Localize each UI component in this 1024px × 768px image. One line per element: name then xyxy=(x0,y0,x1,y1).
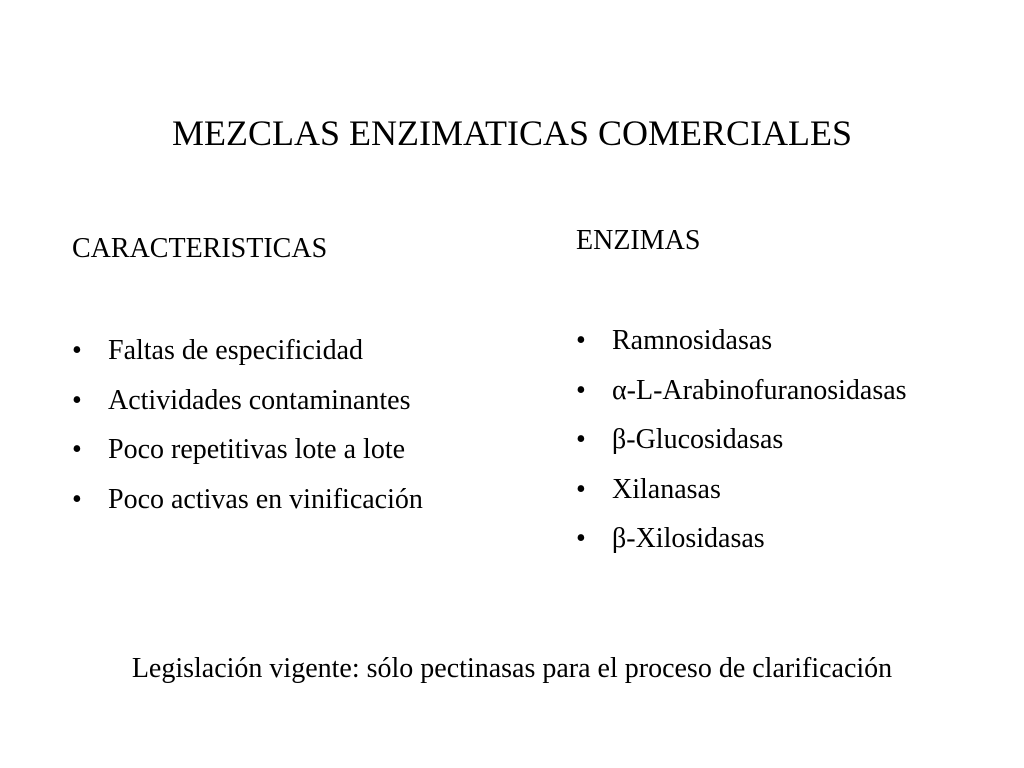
list-item xyxy=(576,316,907,366)
bullet-icon: • xyxy=(576,374,586,406)
legislation-note: Legislación vigente: sólo pectinasas para el proceso de clarificación xyxy=(131,653,893,684)
enzymes-heading: ENZIMAS xyxy=(576,225,701,256)
list-item-text: β-Xilosidasas xyxy=(612,523,765,554)
list-item xyxy=(576,465,907,515)
list-item-text: Faltas de especificidad xyxy=(108,335,364,366)
enzymes-column xyxy=(576,218,907,564)
list-item-text: β-Glucosidasas xyxy=(612,424,784,455)
list-item xyxy=(576,514,907,564)
list-item-text: Ramnosidasas xyxy=(612,325,773,356)
bullet-icon: • xyxy=(72,384,82,416)
characteristics-heading: CARACTERISTICAS xyxy=(72,233,328,264)
list-item xyxy=(72,475,423,525)
list-item-text: Poco repetitivas lote a lote xyxy=(108,434,406,465)
bullet-icon: • xyxy=(576,325,586,356)
characteristics-list xyxy=(72,326,423,524)
bullet-icon: • xyxy=(576,473,586,505)
bullet-icon: • xyxy=(576,523,586,554)
slide-title: MEZCLAS ENZIMATICAS COMERCIALES xyxy=(171,113,853,153)
list-item xyxy=(72,376,423,426)
list-item-text: Poco activas en vinificación xyxy=(108,483,423,515)
list-item xyxy=(72,425,423,475)
list-item-text: Actividades contaminantes xyxy=(108,384,411,416)
bullet-icon: • xyxy=(72,434,82,465)
list-item-text: Xilanasas xyxy=(612,473,721,505)
list-item xyxy=(72,326,423,376)
enzymes-list xyxy=(576,316,907,564)
characteristics-column xyxy=(72,226,423,524)
bullet-icon: • xyxy=(72,483,82,515)
list-item xyxy=(576,415,907,465)
bullet-icon: • xyxy=(576,424,586,455)
bullet-icon: • xyxy=(72,335,82,366)
list-item xyxy=(576,366,907,416)
list-item-text: α-L-Arabinofuranosidasas xyxy=(612,374,907,406)
